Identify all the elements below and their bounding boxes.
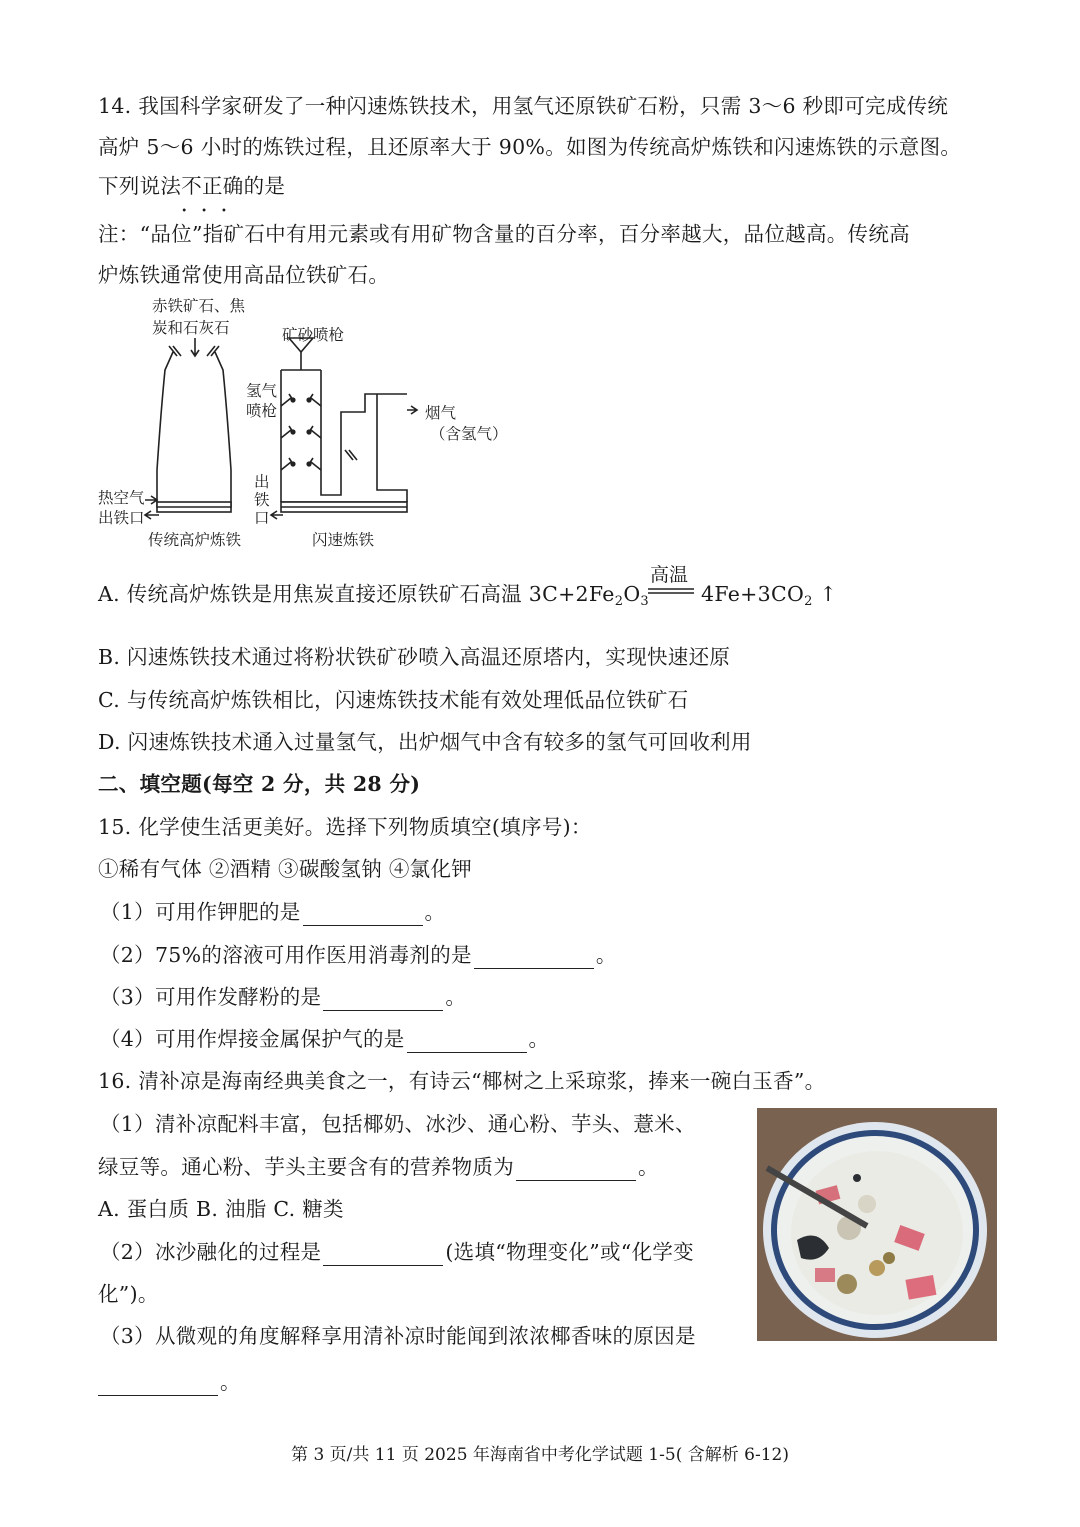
feed-label-2: 炭和石灰石 <box>152 319 230 337</box>
q16-stem: 16. 清补凉是海南经典美食之一，有诗云“椰树之上采琼浆，捧来一碗白玉香”。 <box>98 1069 826 1093</box>
page-footer: 第 3 页/共 11 页 2025 年海南省中考化学试题 1-5( 含解析 6-12) <box>291 1445 789 1465</box>
reaction-condition: 高温 <box>650 564 689 586</box>
flue-label-1: 烟气 <box>425 404 457 422</box>
flue-label-2: （含氢气） <box>430 425 508 443</box>
q14-line-3-pre: 下列说法 <box>98 174 182 198</box>
blast-furnace-diagram <box>95 290 455 560</box>
section-2-heading: 二、填空题(每空 2 分，共 28 分) <box>98 772 421 796</box>
q14-line-3 <box>98 172 286 217</box>
q15-part-4: （4）可用作焊接金属保护气的是 。 <box>100 1027 550 1051</box>
h2-gun-label-1: 氢气 <box>246 382 278 400</box>
q14-line-2: 高炉 5～6 小时的炼铁过程，且还原率大于 90%。如图为传统高炉炼铁和闪速炼铁的示意图。 <box>98 135 962 159</box>
answer-blank[interactable] <box>474 946 594 969</box>
q14-note-1: 注：“品位”指矿石中有用元素或有用矿物含量的百分率，百分率越大，品位越高。传统高 <box>98 222 910 246</box>
q14-option-a: A. 传统高炉炼铁是用焦炭直接还原铁矿石高温 $3C+2Fe_2O_3$ $4Fe+3CO_2$ ↑ <box>98 582 837 609</box>
caption-flash: 闪速炼铁 <box>312 531 375 549</box>
q16-part-3-line-1: （3）从微观的角度解释享用清补凉时能闻到浓浓椰香味的原因是 <box>100 1324 696 1348</box>
q15-part-1: （1）可用作钾肥的是 。 <box>100 900 446 924</box>
answer-blank[interactable] <box>303 903 423 926</box>
q16-part-3-line-2: 。 <box>98 1368 241 1396</box>
caption-traditional: 传统高炉炼铁 <box>148 531 242 549</box>
q16-choices: A. 蛋白质 B. 油脂 C. 糖类 <box>98 1197 344 1221</box>
iron-outlet-right-label-1: 出 <box>254 473 270 491</box>
q15-part-3: （3）可用作发酵粉的是 。 <box>100 985 467 1009</box>
q15-stem: 15. 化学使生活更美好。选择下列物质填空(填序号)： <box>98 815 592 839</box>
iron-outlet-right-label-3: 口 <box>254 509 270 527</box>
q14-option-b: B. 闪速炼铁技术通过将粉状铁矿砂喷入高温还原塔内，实现快速还原 <box>98 645 731 669</box>
q14-option-c: C. 与传统高炉炼铁相比，闪速炼铁技术能有效处理低品位铁矿石 <box>98 688 689 712</box>
answer-blank[interactable] <box>98 1373 218 1396</box>
q14-emphasis: 不正确 ••• <box>181 174 244 217</box>
ore-gun-label: 矿砂喷枪 <box>282 326 345 344</box>
iron-outlet-right-label-2: 铁 <box>254 491 270 509</box>
hot-air-label: 热空气 <box>98 489 145 507</box>
answer-blank[interactable] <box>407 1030 527 1053</box>
h2-gun-label-2: 喷枪 <box>246 402 278 420</box>
q14-line-1: 14. 我国科学家研发了一种闪速炼铁技术，用氢气还原铁矿石粉，只需 3～6 秒即可完成传统 <box>98 94 949 118</box>
q16-part-2-line-2: 化”)。 <box>98 1282 159 1306</box>
q14-option-d: D. 闪速炼铁技术通入过量氢气，出炉烟气中含有较多的氢气可回收利用 <box>98 730 752 754</box>
q15-options: ①稀有气体 ②酒精 ③碳酸氢钠 ④氯化钾 <box>98 857 473 881</box>
answer-blank[interactable] <box>323 988 443 1011</box>
q16-part-1-line-1: （1）清补凉配料丰富，包括椰奶、冰沙、通心粉、芋头、薏米、 <box>100 1112 696 1136</box>
q16-part-2-line-1: （2）冰沙融化的过程是 (选填“物理变化”或“化学变 <box>100 1240 694 1264</box>
answer-blank[interactable] <box>323 1243 443 1266</box>
iron-outlet-left-label: 出铁口 <box>98 509 145 527</box>
q14-note-2: 炉炼铁通常使用高品位铁矿石。 <box>98 263 390 287</box>
feed-label-1: 赤铁矿石、焦 <box>152 297 246 315</box>
q15-part-2: （2）75%的溶液可用作医用消毒剂的是 。 <box>100 943 617 967</box>
dessert-photo <box>757 1108 997 1341</box>
q14-line-3-post: 的是 <box>243 174 286 198</box>
q16-part-1-line-2: 绿豆等。通心粉、芋头主要含有的营养物质为 。 <box>98 1155 659 1179</box>
answer-blank[interactable] <box>516 1158 636 1181</box>
